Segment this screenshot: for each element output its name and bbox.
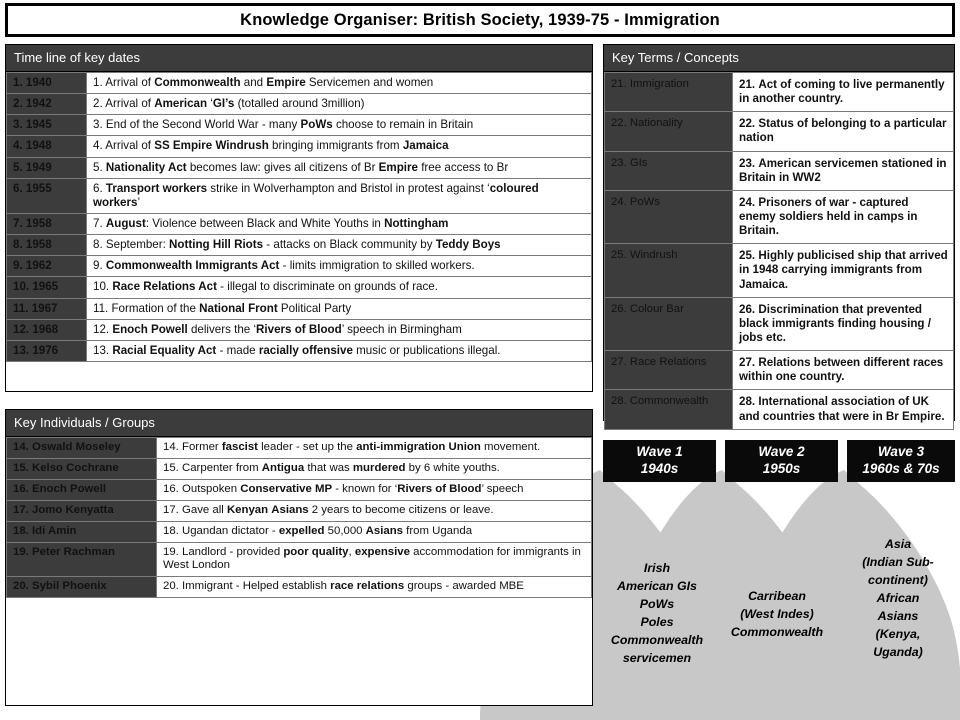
key-terms-heading: Key Terms / Concepts [604, 45, 954, 72]
timeline-date: 8. 1958 [7, 235, 87, 256]
key-terms-table [604, 72, 954, 430]
wave-group-line: Commonwealth [610, 632, 704, 647]
timeline-date: 1. 1940 [7, 73, 87, 94]
individual-name: 15. Kelso Cochrane [7, 458, 157, 479]
table-row [605, 390, 954, 429]
table-row [605, 297, 954, 350]
timeline-event: 9. Commonwealth Immigrants Act - limits immigration to skilled workers. [87, 256, 592, 277]
table-row [7, 94, 592, 115]
timeline-date: 5. 1949 [7, 157, 87, 178]
individual-description: 18. Ugandan dictator - expelled 50,000 Asians from Uganda [157, 521, 592, 542]
key-term: 27. Race Relations [605, 351, 733, 390]
key-term: 24. PoWs [605, 190, 733, 243]
key-term-definition: 22. Status of belonging to a particular nation [733, 112, 954, 151]
timeline-date: 3. 1945 [7, 115, 87, 136]
table-row [605, 351, 954, 390]
timeline-date: 9. 1962 [7, 256, 87, 277]
wave-1-header [603, 440, 716, 482]
timeline-event: 13. Racial Equality Act - made racially offensive music or publications illegal. [87, 340, 592, 361]
table-row [7, 235, 592, 256]
wave-3-header [847, 440, 955, 482]
wave-1-groups [598, 560, 716, 668]
key-term-definition: 25. Highly publicised ship that arrived in 1948 carrying immigrants from Jamaica. [733, 244, 954, 297]
table-row [7, 136, 592, 157]
individual-description: 20. Immigrant - Helped establish race relations groups - awarded MBE [157, 577, 592, 598]
wave-group-line: American GIs [617, 578, 697, 593]
key-term: 22. Nationality [605, 112, 733, 151]
timeline-event: 1. Arrival of Commonwealth and Empire Servicemen and women [87, 73, 592, 94]
wave-group-line: African [876, 590, 920, 605]
wave-2-period: 1950s [762, 461, 801, 476]
table-row [7, 298, 592, 319]
wave-2-label: Wave 2 [758, 444, 805, 460]
wave-1-period: 1940s [640, 461, 679, 476]
key-term-definition: 26. Discrimination that prevented black immigrants finding housing / jobs etc. [733, 297, 954, 350]
wave-group-line: continent) [868, 572, 928, 587]
page-title [5, 3, 955, 37]
wave-group-line: Commonwealth [730, 624, 824, 639]
timeline-date: 2. 1942 [7, 94, 87, 115]
timeline-event: 10. Race Relations Act - illegal to discriminate on grounds of race. [87, 277, 592, 298]
table-row [7, 340, 592, 361]
wave-group-line: Irish [643, 561, 671, 575]
key-term: 21. Immigration [605, 73, 733, 112]
wave-1-label: Wave 1 [636, 444, 683, 460]
wave-group-line: Asia [884, 537, 912, 551]
table-row [605, 112, 954, 151]
timeline-heading: Time line of key dates [6, 45, 592, 72]
table-row [7, 542, 592, 577]
key-term-definition: 23. American servicemen stationed in Britain in WW2 [733, 151, 954, 190]
individual-name: 19. Peter Rachman [7, 542, 157, 577]
table-row [7, 256, 592, 277]
individual-name: 17. Jomo Kenyatta [7, 500, 157, 521]
timeline-event: 3. End of the Second World War - many PoWs choose to remain in Britain [87, 115, 592, 136]
key-individuals-table [6, 437, 592, 598]
timeline-date: 4. 1948 [7, 136, 87, 157]
wave-3-period: 1960s & 70s [862, 461, 940, 476]
individual-description: 16. Outspoken Conservative MP - known for ‘Rivers of Blood’ speech [157, 479, 592, 500]
wave-group-line: Asians [877, 608, 919, 623]
key-term-definition: 27. Relations between different races within one country. [733, 351, 954, 390]
key-term-definition: 24. Prisoners of war - captured enemy soldiers held in camps in Britain. [733, 190, 954, 243]
key-term-definition: 28. International association of UK and countries that were in Br Empire. [733, 390, 954, 429]
timeline-panel [5, 44, 593, 392]
individual-description: 17. Gave all Kenyan Asians 2 years to become citizens or leave. [157, 500, 592, 521]
key-term: 26. Colour Bar [605, 297, 733, 350]
timeline-event: 5. Nationality Act becomes law: gives all citizens of Br Empire free access to Br [87, 157, 592, 178]
timeline-date: 12. 1968 [7, 319, 87, 340]
individual-name: 14. Oswald Moseley [7, 438, 157, 459]
wave-group-line: Carribean [748, 589, 806, 603]
key-term-definition: 21. Act of coming to live permanently in another country. [733, 73, 954, 112]
timeline-event: 12. Enoch Powell delivers the ‘Rivers of Blood’ speech in Birmingham [87, 319, 592, 340]
key-term: 28. Commonwealth [605, 390, 733, 429]
timeline-date: 10. 1965 [7, 277, 87, 298]
key-individuals-heading: Key Individuals / Groups [6, 410, 592, 437]
table-row [7, 479, 592, 500]
timeline-event: 4. Arrival of SS Empire Windrush bringing immigrants from Jamaica [87, 136, 592, 157]
wave-3-label: Wave 3 [877, 444, 925, 460]
timeline-event: 2. Arrival of American ‘GI’s (totalled around 3million) [87, 94, 592, 115]
timeline-table [6, 72, 592, 362]
wave-group-line: (Kenya, [875, 626, 921, 641]
timeline-date: 6. 1955 [7, 178, 87, 213]
key-term: 23. GIs [605, 151, 733, 190]
table-row [7, 73, 592, 94]
timeline-date: 7. 1958 [7, 213, 87, 234]
individual-name: 16. Enoch Powell [7, 479, 157, 500]
wave-group-line: (Indian Sub- [862, 554, 934, 569]
table-row [7, 178, 592, 213]
table-row [7, 438, 592, 459]
timeline-date: 11. 1967 [7, 298, 87, 319]
individual-description: 15. Carpenter from Antigua that was murdered by 6 white youths. [157, 458, 592, 479]
table-row [7, 500, 592, 521]
table-row [7, 213, 592, 234]
table-row [7, 319, 592, 340]
timeline-event: 7. August: Violence between Black and White Youths in Nottingham [87, 213, 592, 234]
table-row [7, 157, 592, 178]
wave-group-line: (West Indes) [740, 606, 814, 621]
wave-group-line: Poles [640, 614, 674, 629]
table-row [605, 151, 954, 190]
wave-2-groups [718, 588, 836, 642]
table-row [7, 577, 592, 598]
individual-name: 20. Sybil Phoenix [7, 577, 157, 598]
table-row [605, 73, 954, 112]
wave-2-header [725, 440, 838, 482]
timeline-date: 13. 1976 [7, 340, 87, 361]
key-term: 25. Windrush [605, 244, 733, 297]
table-row [605, 190, 954, 243]
individual-description: 19. Landlord - provided poor quality, expensive accommodation for immigrants in West London [157, 542, 592, 577]
table-row [7, 458, 592, 479]
wave-group-line: PoWs [639, 596, 675, 611]
key-individuals-panel [5, 409, 593, 706]
timeline-event: 11. Formation of the National Front Political Party [87, 298, 592, 319]
key-terms-panel [603, 44, 955, 421]
page-title-text: Knowledge Organiser: British Society, 1939-75 - Immigration [240, 10, 720, 29]
table-row [7, 521, 592, 542]
individual-name: 18. Idi Amin [7, 521, 157, 542]
wave-group-line: servicemen [622, 650, 692, 665]
individual-description: 14. Former fascist leader - set up the anti-immigration Union movement. [157, 438, 592, 459]
table-row [7, 277, 592, 298]
table-row [7, 115, 592, 136]
wave-3-groups [842, 536, 954, 662]
timeline-event: 6. Transport workers strike in Wolverhampton and Bristol in protest against ‘coloured workers’ [87, 178, 592, 213]
wave-group-line: Uganda) [873, 644, 923, 659]
table-row [605, 244, 954, 297]
timeline-event: 8. September: Notting Hill Riots - attacks on Black community by Teddy Boys [87, 235, 592, 256]
